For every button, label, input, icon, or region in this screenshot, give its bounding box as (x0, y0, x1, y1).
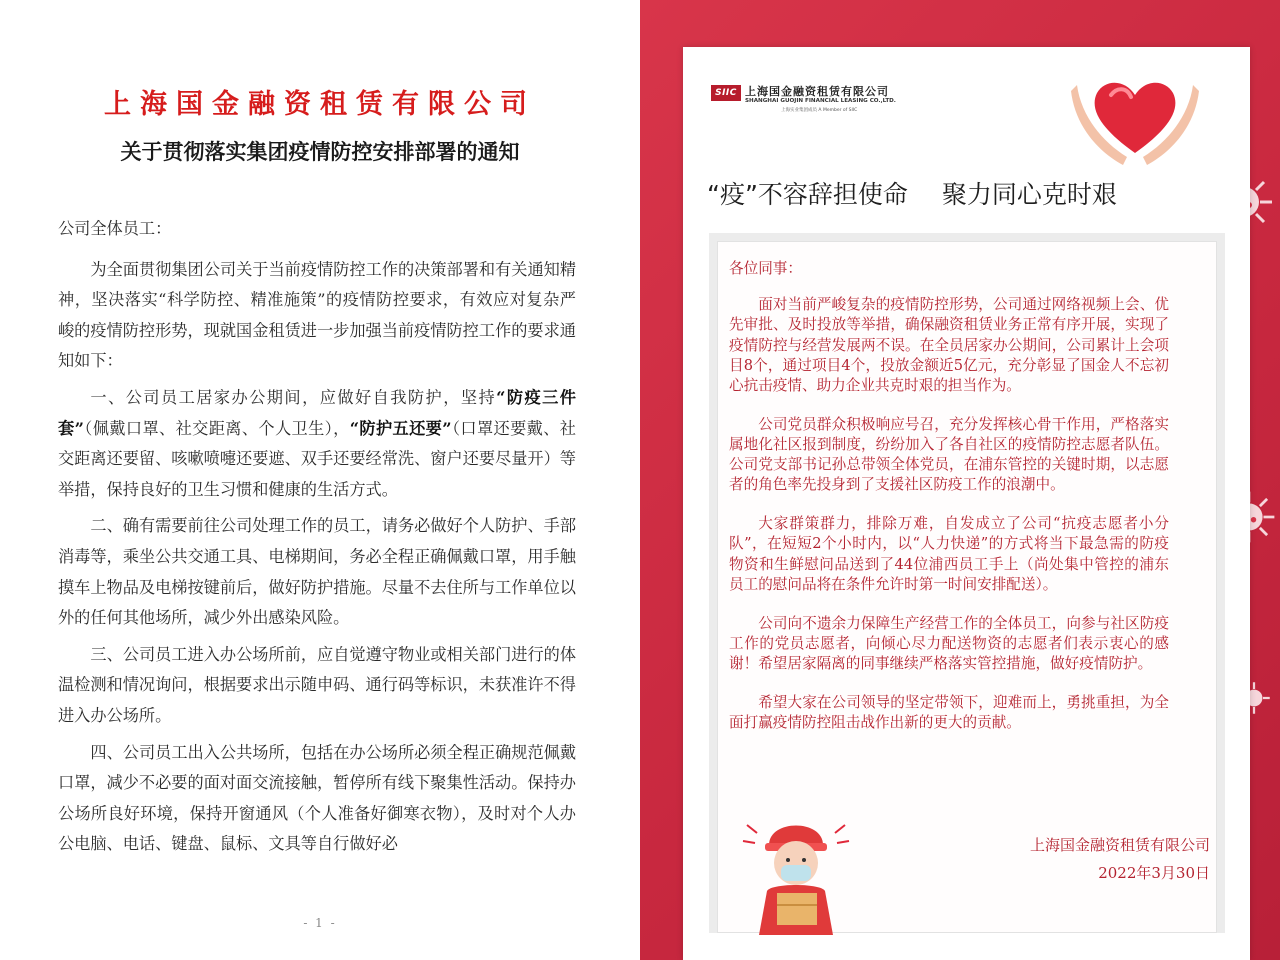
intro-paragraph: 为全面贯彻集团公司关于当前疫情防控工作的决策部署和有关通知精神，坚决落实“科学防控、精准施策”的疫情防控要求，有效应对复杂严峻的疫情防控形势，现就国金租赁进一步加强当前疫情防控工作的要求通知如下： (58, 259, 577, 371)
letter-paragraph: 希望大家在公司领导的坚定带领下，迎难而上，勇挑重担，为全面打赢疫情防控阻击战作出新的更大的贡献。 (729, 693, 1169, 732)
letter-paragraph: 公司党员群众积极响应号召，充分发挥核心骨干作用，严格落实属地化社区报到制度，纷纷加入了各自社区的疫情防控志愿者队伍。公司党支部书记孙总带领全体党员，在浦东管控的关键时期，以志愿者的角色率先投身到了支援社区防疫工作的浪潮中。 (729, 415, 1169, 494)
slogan-part-2: 聚力同心克时艰 (941, 180, 1117, 209)
company-title: 上海国金融资租赁有限公司 (104, 89, 536, 120)
item-1-text-c: （佩戴口罩、社交距离、个人卫生）， (83, 418, 350, 438)
letter-greeting: 各位同事： (729, 260, 802, 277)
item-1-highlight-a: “防疫三件套” (58, 387, 576, 438)
item-1-highlight-b: “防护五还要” (349, 418, 452, 438)
letter-paragraph: 面对当前严峻复杂的疫情防控形势，公司通过网络视频上会、优先审批、及时投放等举措，确保融资租赁业务正常有序开展，实现了疫情防控与经营发展两不误。在全员居家办公期间，公司累计上会项目8个，通过项目4个，投放金额近5亿元，充分彰显了国金人不忘初心抗击疫情、助力企业共克时艰的担当作为。 (729, 296, 1169, 395)
item-1-text-a: 一、公司员工居家办公期间，应做好自我防护，坚持 (90, 387, 497, 407)
company-logo (711, 81, 911, 117)
letter-paragraph: 大家群策群力，排除万难，自发成立了公司“抗疫志愿者小分队”，在短短2个小时内，以“人力快递”的方式将当下最急需的防疫物资和生鲜慰问品送到了44位浦西员工手上（尚处集中管控的浦东员工的慰问品将在条件允许时第一时间安排配送）。 (729, 515, 1169, 593)
poster-page (640, 0, 1280, 960)
logo-name-en: SHANGHAI GUOJIN FINANCIAL LEASING CO.,LTD. (745, 98, 896, 104)
notice-title: 关于贯彻落实集团疫情防控安排部署的通知 (120, 139, 520, 164)
item-1-text-e: （口罩还要戴、社交距离还要留、咳嗽喷嚏还要遮、双手还要经常洗、窗户还要尽量开）等举措，保持良好的卫生习惯和健康的生活方式。 (58, 418, 576, 499)
logo-subtitle: 上海实业集团成员 A Member of SIIC (781, 108, 858, 113)
salutation: 公司全体员工： (58, 219, 172, 238)
logo-mark: SIIC (711, 85, 741, 101)
slogan-part-1: “疫”不容辞担使命 (707, 180, 908, 209)
signature-block (1030, 831, 1210, 887)
signature-date: 2022年3月30日 (1098, 864, 1210, 882)
item-3-paragraph: 三、公司员工进入办公场所前，应自觉遵守物业或相关部门进行的体温检测和情况询问，根据要求出示随申码、通行码等标识，未获准许不得进入办公场所。 (58, 644, 577, 725)
logo-name-cn: 上海国金融资租赁有限公司 (745, 85, 889, 98)
slogan (707, 175, 1227, 211)
item-2-paragraph: 二、确有需要前往公司处理工作的员工，请务必做好个人防护、手部消毒等，乘坐公共交通工具、电梯期间，务必全程正确佩戴口罩，用手触摸车上物品及电梯按键前后，做好防护措施。尽量不去住所与工作单位以外的任何其他场所，减少外出感染风险。 (58, 516, 577, 628)
page-number: - 1 - (303, 916, 337, 930)
item-4-paragraph: 四、公司员工出入公共场所，包括在办公场所必须全程正确规范佩戴口罩，减少不必要的面对面交流接触，暂停所有线下聚集性活动。保持办公场所良好环境，保持开窗通风（个人准备好御寒衣物），及时对个人办公电脑、电话、键盘、鼠标、文具等自行做好必 (58, 742, 577, 854)
letter-body (729, 259, 1169, 752)
letter-paragraph: 公司向不遗余力保障生产经营工作的全体员工，向参与社区防疫工作的党员志愿者，向倾心尽力配送物资的志愿者们表示衷心的感谢！希望居家隔离的同事继续严格落实管控措施，做好疫情防护。 (729, 614, 1169, 673)
signature-company: 上海国金融资租赁有限公司 (1029, 836, 1210, 854)
notice-body (58, 214, 576, 866)
courier-illustration (741, 805, 851, 935)
poster-card (683, 47, 1250, 960)
item-1-paragraph (58, 383, 576, 505)
heart-hands-icon (1071, 55, 1199, 167)
